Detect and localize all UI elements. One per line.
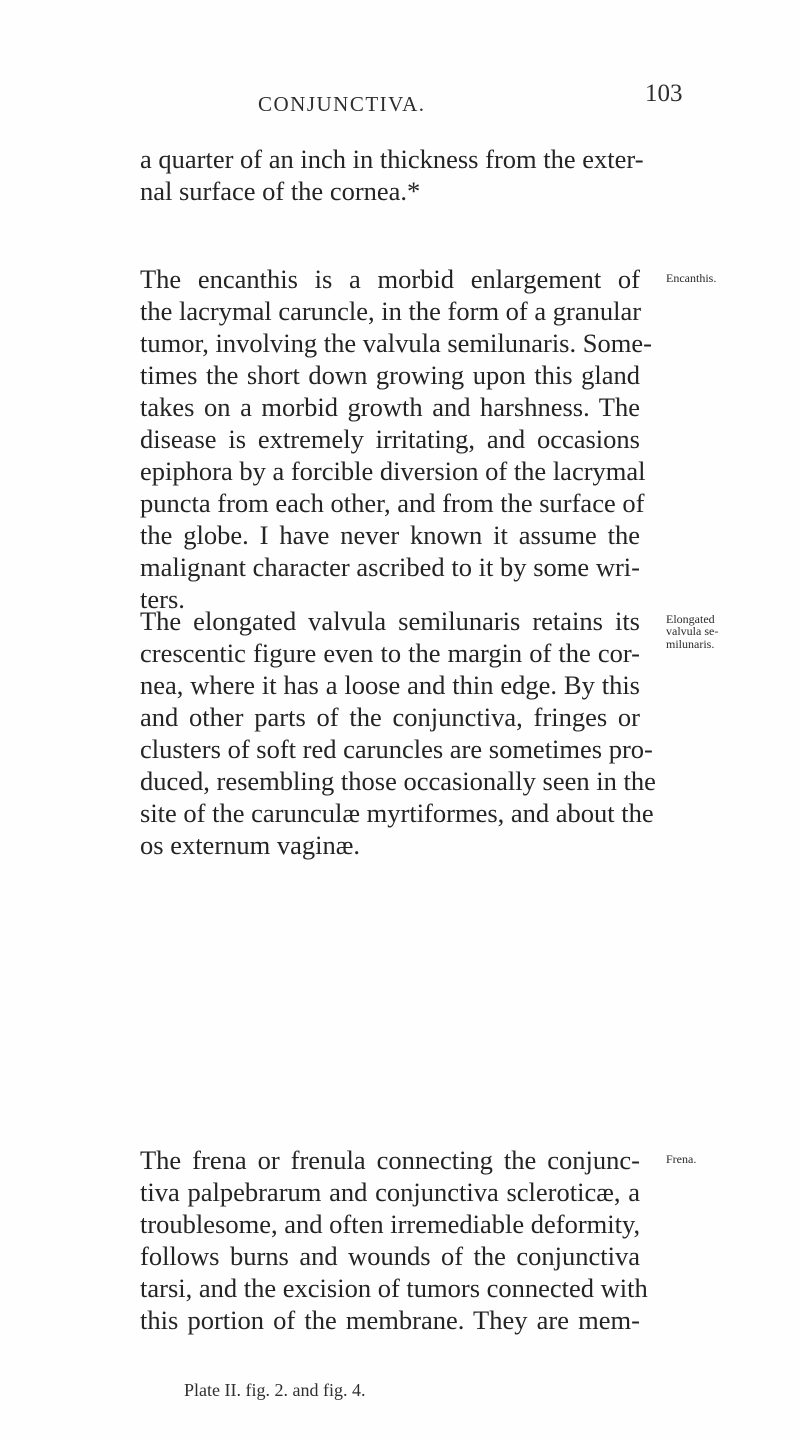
text-line: the lacrymal caruncle, in the form of a granular: [140, 296, 642, 326]
margin-note-encanthis: Encanthis.: [666, 271, 717, 285]
text-line: ters.: [140, 584, 185, 614]
text-line: duced, resembling those occasionally seen in the: [140, 766, 656, 796]
text-line: tumor, involving the valvula semilunaris. Some-: [140, 328, 652, 358]
paragraph-encanthis: [140, 263, 652, 615]
paragraph-elongated-valvula: [140, 605, 656, 861]
text-line: os externum vaginæ.: [140, 830, 361, 860]
text-line: tiva palpebrarum and conjunctiva scleroticæ, a: [140, 1177, 640, 1207]
text-line: puncta from each other, and from the surface of: [140, 488, 645, 518]
text-line: times the short down growing upon this gland: [140, 360, 640, 390]
footnote: Plate II. fig. 2. and fig. 4.: [184, 1380, 366, 1400]
text-line: a quarter of an inch in thickness from the exter-: [140, 144, 644, 174]
margin-note-elongated-line-1: Elongated: [666, 612, 715, 626]
text-line: nea, where it has a loose and thin edge. By this: [140, 670, 640, 700]
paragraph-continuation: [140, 143, 644, 207]
text-line: clusters of soft red caruncles are sometimes pro-: [140, 734, 653, 764]
text-line: and other parts of the conjunctiva, fringes or: [140, 702, 640, 732]
text-line: disease is extremely irritating, and occasions: [140, 424, 640, 454]
text-line: site of the carunculæ myrtiformes, and about the: [140, 798, 654, 828]
text-line: crescentic figure even to the margin of the cor-: [140, 638, 640, 668]
text-line: troublesome, and often irremediable deformity,: [140, 1209, 641, 1239]
text-line: epiphora by a forcible diversion of the lacrymal: [140, 456, 646, 486]
text-line: malignant character ascribed to it by some wri-: [140, 552, 640, 582]
text-line: The elongated valvula semilunaris retains its: [140, 606, 640, 636]
text-line: tarsi, and the excision of tumors connected with: [140, 1273, 648, 1303]
text-line: follows burns and wounds of the conjunctiva: [140, 1241, 640, 1271]
running-title: CONJUNCTIVA.: [258, 92, 426, 116]
text-line: The encanthis is a morbid enlargement of: [140, 264, 640, 294]
margin-note-frena: Frena.: [666, 1152, 697, 1166]
text-line: takes on a morbid growth and harshness. The: [140, 392, 640, 422]
margin-note-elongated-line-3: milunaris.: [666, 637, 715, 651]
page-number: 103: [645, 80, 683, 107]
paragraph-frena: [140, 1144, 648, 1336]
margin-note-elongated-line-2: valvula se-: [666, 624, 719, 638]
text-line: this portion of the membrane. They are mem-: [140, 1305, 640, 1335]
text-line: the globe. I have never known it assume the: [140, 520, 640, 550]
text-line: The frena or frenula connecting the conjunc-: [140, 1145, 640, 1175]
text-line: nal surface of the cornea.*: [140, 176, 421, 206]
